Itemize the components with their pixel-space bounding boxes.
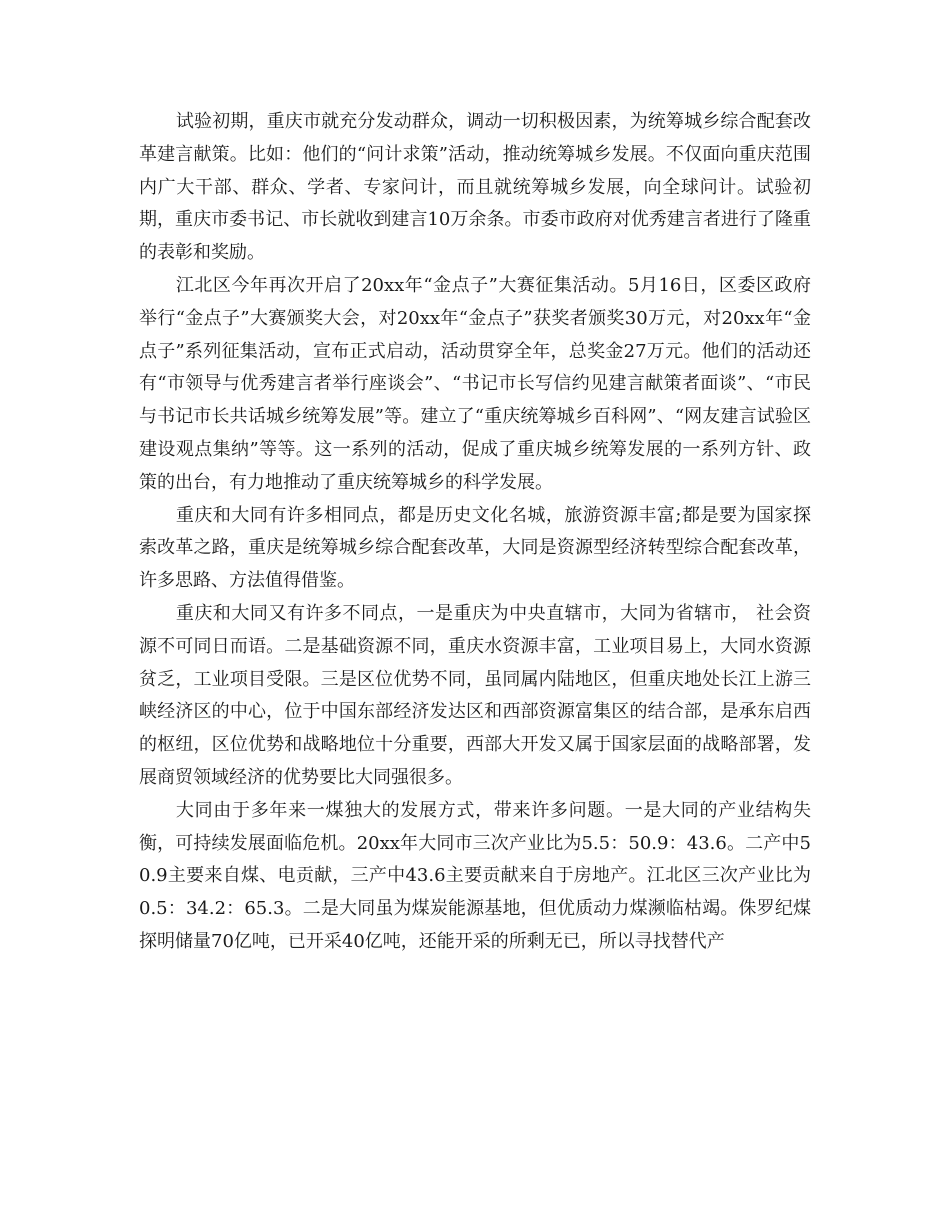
paragraph-reform-suggestions: 试验初期，重庆市就充分发动群众，调动一切积极因素，为统筹城乡综合配套改革建言献策。比如：他们的“问计求策”活动，推动统筹城乡发展。不仅面向重庆范围内广大干部、群众、学者、专家问计，而且就统筹城乡发展，向全球问计。试验初期，重庆市委书记、市长就收到建言10万余条。市委市政府对优秀建言者进行了隆重的表彰和奖励。: [139, 111, 811, 264]
paragraph-golden-ideas-contest: 江北区今年再次开启了20xx年“金点子”大赛征集活动。5月16日，区委区政府举行“金点子”大赛颁奖大会，对20xx年“金点子”获奖者颁奖30万元，对20xx年“金点子”系列征集活动，宣布正式启动，活动贯穿全年，总奖金27万元。他们的活动还有“市领导与优秀建言者举行座谈会”、“书记市长写信约见建言献策者面谈”、“市民与书记市长共话城乡统筹发展”等。建立了“重庆统筹城乡百科网”、“网友建言试验区建设观点集纳”等等。这一系列的活动，促成了重庆城乡统筹发展的一系列方针、政策的出台，有力地推动了重庆统筹城乡的科学发展。: [139, 274, 811, 493]
paragraph-datong-problems: 大同由于多年来一煤独大的发展方式，带来许多问题。一是大同的产业结构失衡，可持续发展面临危机。20xx年大同市三次产业比为5.5：50.9：43.6。二产中50.9主要来自煤、电贡献，三产中43.6主要贡献来自于房地产。江北区三次产业比为0.5：34.2：65.3。二是大同虽为煤炭能源基地，但优质动力煤濒临枯竭。侏罗纪煤探明储量70亿吨，已开采40亿吨，还能开采的所剩无已，所以寻找替代产: [139, 799, 811, 952]
paragraph-similarities: 重庆和大同有许多相同点，都是历史文化名城，旅游资源丰富;都是要为国家探索改革之路，重庆是统筹城乡综合配套改革，大同是资源型经济转型综合配套改革，许多思路、方法值得借鉴。: [139, 504, 811, 592]
paragraph-differences: 重庆和大同又有许多不同点，一是重庆为中央直辖市，大同为省辖市， 社会资源不可同日而语。二是基础资源不同，重庆水资源丰富，工业项目易上，大同水资源贫乏，工业项目受限。三是区位优势不同，虽同属内陆地区，但重庆地处长江上游三峡经济区的中心，位于中国东部经济发达区和西部资源富集区的结合部，是承东启西的枢纽，区位优势和战略地位十分重要，西部大开发又属于国家层面的战略部署，发展商贸领域经济的优势要比大同强很多。: [139, 602, 811, 788]
document-body: [139, 106, 811, 959]
